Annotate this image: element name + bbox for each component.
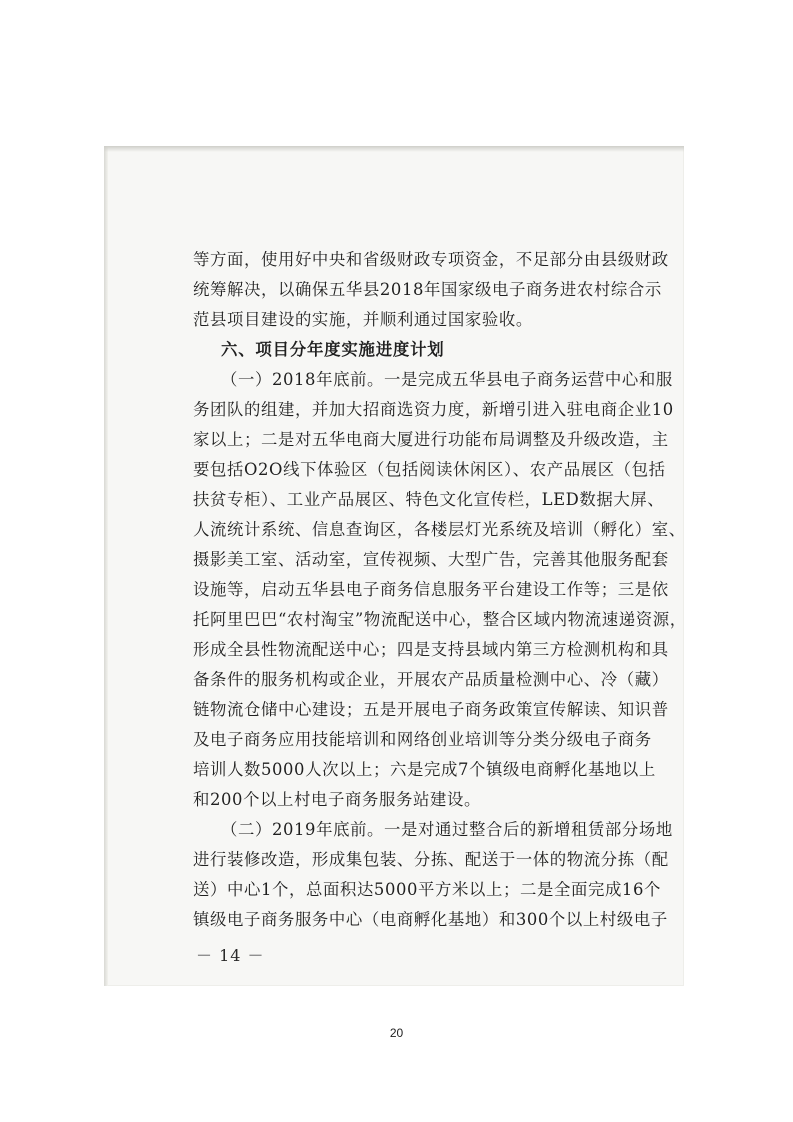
scan-edge-shadow xyxy=(104,146,108,986)
page-number: － 14 － xyxy=(196,946,265,965)
body-line-14: 形成全县性物流配送中心；四是支持县域内第三方检测机构和具 xyxy=(193,640,669,659)
body-line-6: 务团队的组建，并加大招商选资力度，新增引进入驻电商企业10 xyxy=(193,400,674,419)
body-line-9: 扶贫专柜）、工业产品展区、特色文化宣传栏，LED数据大屏、 xyxy=(193,490,665,509)
body-line-12: 设施等，启动五华县电子商务信息服务平台建设工作等；三是依 xyxy=(193,580,669,599)
body-line-15: 备条件的服务机构或企业，开展农产品质量检测中心、冷（藏） xyxy=(193,670,669,689)
body-line-10: 人流统计系统、信息查询区，各楼层灯光系统及培训（孵化）室、 xyxy=(193,520,686,539)
body-line-3: 范县项目建设的实施，并顺利通过国家验收。 xyxy=(193,310,533,329)
body-line-2: 统筹解决，以确保五华县2018年国家级电子商务进农村综合示 xyxy=(193,280,662,299)
body-line-20: （二）2019年底前。一是对通过整合后的新增租赁部分场地 xyxy=(221,820,673,839)
body-line-23: 镇级电子商务服务中心（电商孵化基地）和300个以上村级电子 xyxy=(193,910,668,929)
scan-top-shadow xyxy=(104,146,684,152)
body-line-8: 要包括O2O线下体验区（包括阅读休闲区）、农产品展区（包括 xyxy=(193,460,666,479)
body-line-7: 家以上；二是对五华电商大厦进行功能布局调整及升级改造，主 xyxy=(193,430,669,449)
body-line-1: 等方面，使用好中央和省级财政专项资金，不足部分由县级财政 xyxy=(193,250,669,269)
section-heading: 六、项目分年度实施进度计划 xyxy=(221,340,445,359)
body-line-18: 培训人数5000人次以上；六是完成7个镇级电商孵化基地以上 xyxy=(193,760,656,779)
footer-page-number: 20 xyxy=(389,1026,404,1040)
body-line-11: 摄影美工室、活动室，宣传视频、大型广告，完善其他服务配套 xyxy=(193,550,669,569)
body-line-19: 和200个以上村电子商务服务站建设。 xyxy=(193,790,481,809)
body-line-13: 托阿里巴巴“农村淘宝”物流配送中心，整合区域内物流速递资源， xyxy=(193,610,687,629)
body-line-16: 链物流仓储中心建设；五是开展电子商务政策宣传解读、知识普 xyxy=(193,700,669,719)
body-line-5: （一）2018年底前。一是完成五华县电子商务运营中心和服 xyxy=(221,370,673,389)
body-line-22: 送）中心1个，总面积达5000平方米以上；二是全面完成16个 xyxy=(193,880,661,899)
body-line-21: 进行装修改造，形成集包装、分拣、配送于一体的物流分拣（配 xyxy=(193,850,669,869)
body-line-17: 及电子商务应用技能培训和网络创业培训等分类分级电子商务 xyxy=(193,730,652,749)
